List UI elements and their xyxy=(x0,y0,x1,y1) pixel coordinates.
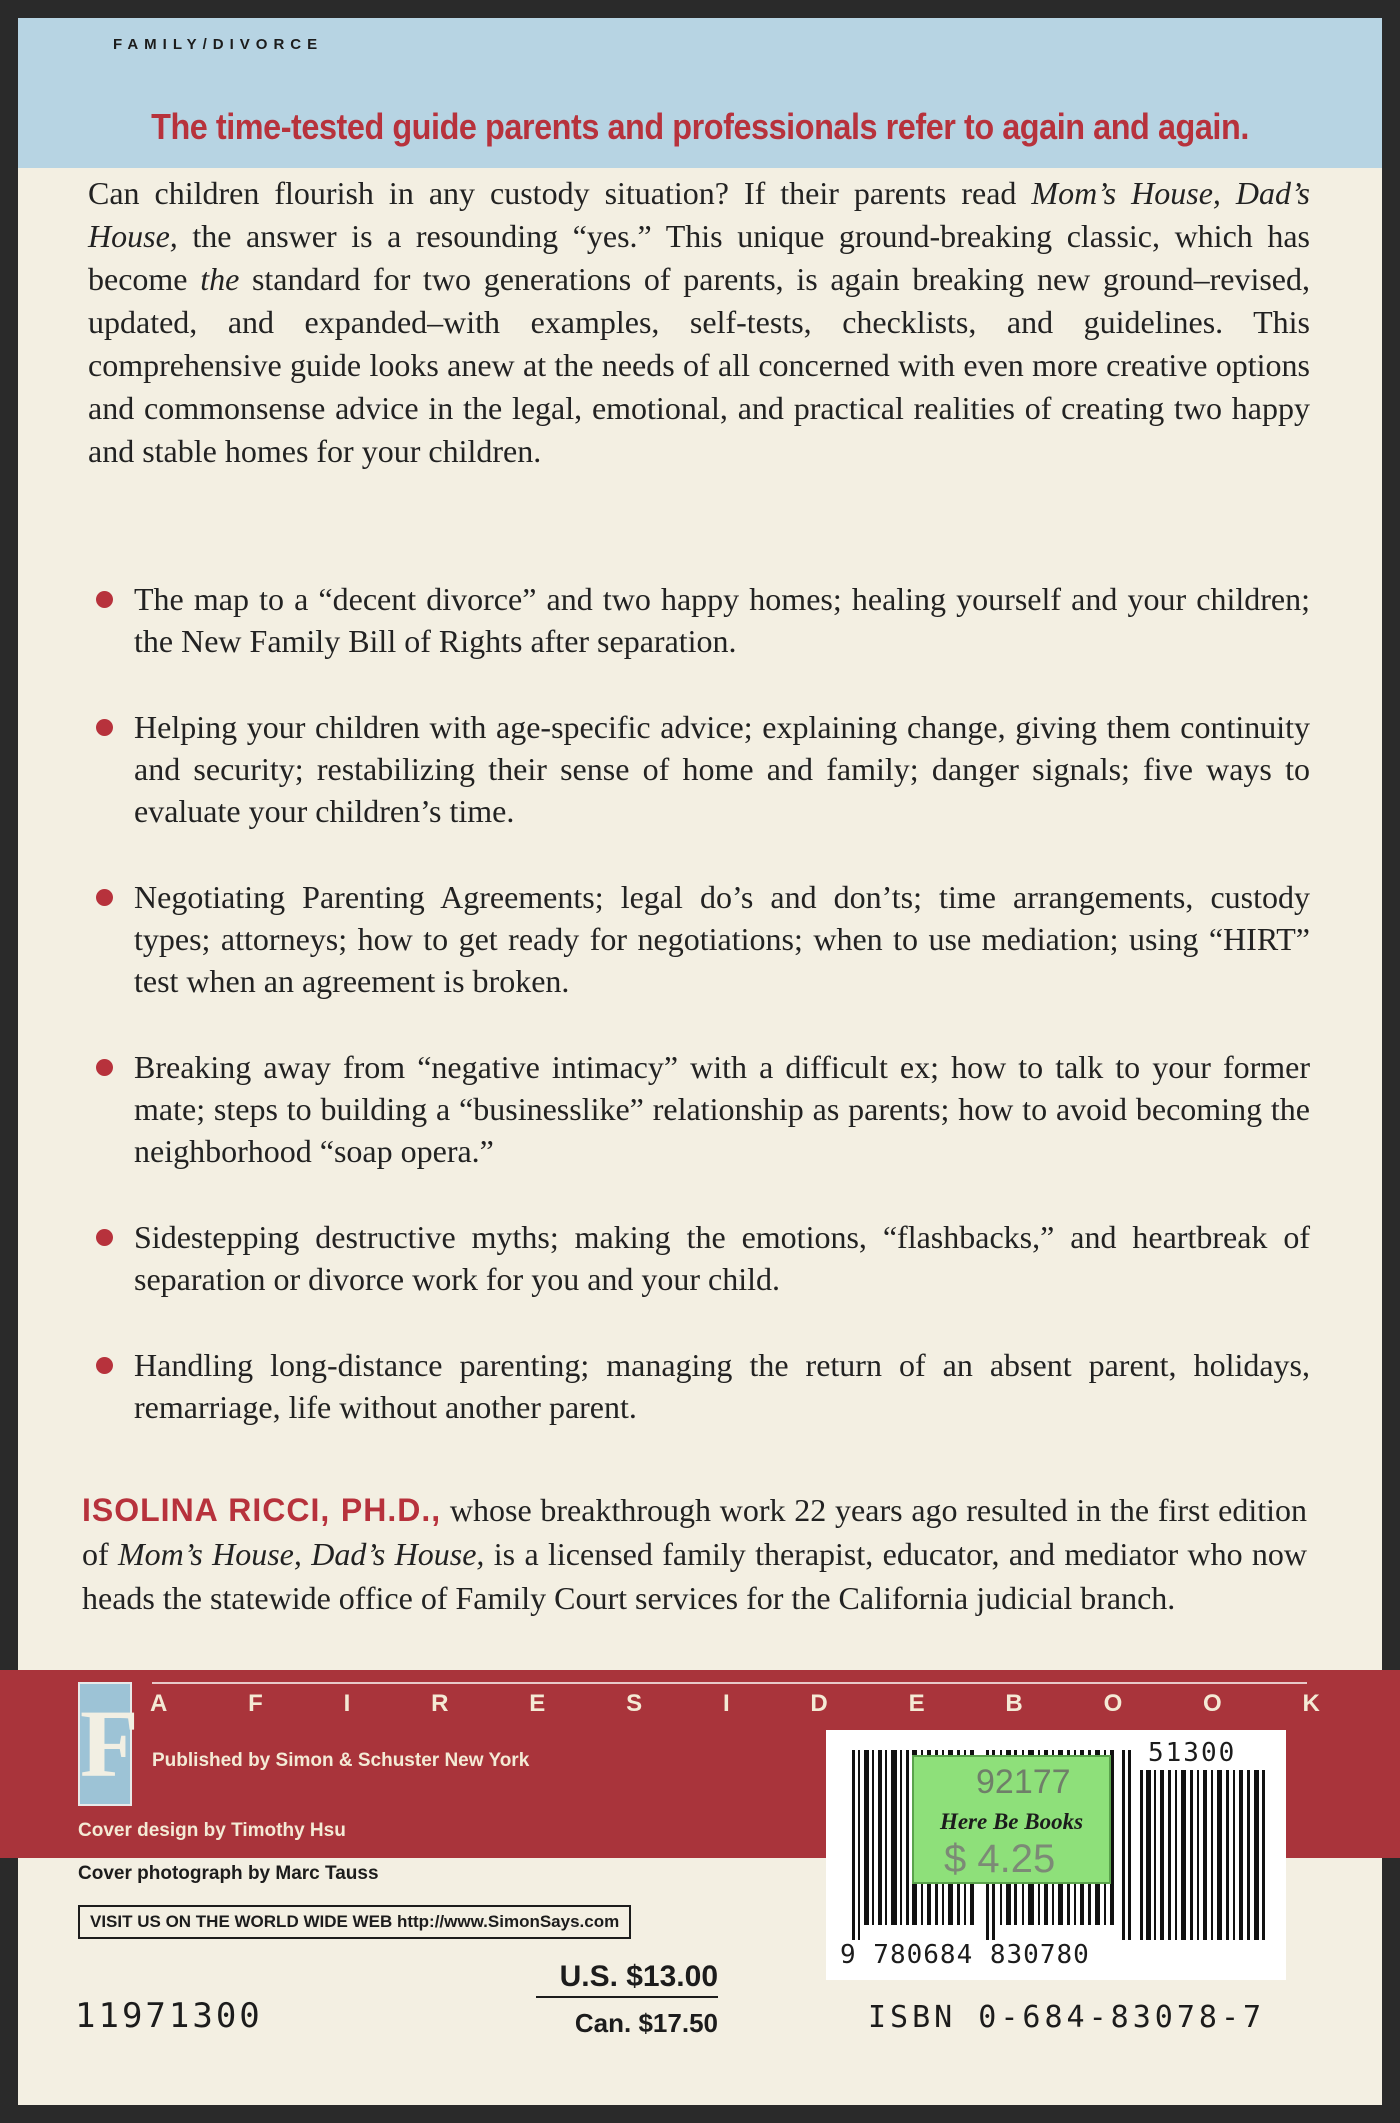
fireside-logo: F xyxy=(78,1682,132,1806)
addon-number: 51300 xyxy=(1148,1738,1237,1768)
bullet-dot-icon xyxy=(96,719,113,736)
price-us: U.S. $13.00 xyxy=(536,1960,718,1998)
sticker-code: 92177 xyxy=(976,1763,1071,1801)
author-bio: ISOLINA RICCI, PH.D., whose breakthrough work 22 years ago resulted in the first edition of Mom’s House, Dad’s House, is a licensed family therapist, educator, and mediator who now heads the statewide office of Family Court services for the California judicial branch. xyxy=(82,1492,1308,1616)
bullet-dot-icon xyxy=(96,1229,113,1246)
tagline: The time-tested guide parents and professionals refer to again and again. xyxy=(151,106,1249,147)
list-item: Sidestepping destructive myths; making the emotions, “flashbacks,” and heartbreak of separation or divorce work for you and your child. xyxy=(88,1216,1310,1300)
intro-paragraph xyxy=(88,172,1310,473)
publisher-line: Published by Simon & Schuster New York xyxy=(152,1750,530,1771)
bullet-dot-icon xyxy=(96,1059,113,1076)
barcode-number: 9 780684 830780 xyxy=(840,1940,1090,1970)
emphasis: the xyxy=(200,261,240,297)
series-name: A F I R E S I D E B O O K xyxy=(150,1690,1320,1717)
book-title: Mom’s House, Dad’s House, xyxy=(88,175,1311,254)
list-item: The map to a “decent divorce” and two happy homes; healing yourself and your children; the New Family Bill of Rights after separation. xyxy=(88,578,1310,662)
list-item: Helping your children with age-specific advice; explaining change, giving them continuity and security; restabilizing their sense of home and family; danger signals; five ways to evaluate your children’s time. xyxy=(88,706,1310,832)
price-sticker xyxy=(912,1755,1111,1884)
band-rule xyxy=(152,1682,1307,1684)
category-label: FAMILY/DIVORCE xyxy=(113,36,324,53)
book-title: Mom’s House, Dad’s House, xyxy=(118,1536,485,1572)
cover-design-credit: Cover design by Timothy Hsu xyxy=(78,1820,346,1841)
intro-text-1: Can children flourish in any custody situation? If their parents read xyxy=(88,175,1032,211)
list-item: Negotiating Parenting Agreements; legal do’s and don’ts; time arrangements, custody types; attorneys; how to get ready for negotiations; when to use mediation; using “HIRT” test when an agreement is broken. xyxy=(88,876,1310,1002)
price-canada: Can. $17.50 xyxy=(574,2008,718,2038)
intro-text-3: standard for two generations of parents, is again breaking new ground–revised, updated, and expanded–with examples, self-tests, checklists, and guidelines. This comprehensive guide looks anew at the needs of all concerned with even more creative options and commonsense advice in the legal, emotional, and practical realities of creating two happy and stable homes for your children. xyxy=(88,261,1311,469)
website-link: VISIT US ON THE WORLD WIDE WEB http://www.SimonSays.com xyxy=(78,1905,631,1939)
bullet-dot-icon xyxy=(96,591,113,608)
feature-list xyxy=(88,578,1310,1472)
list-item: Breaking away from “negative intimacy” with a difficult ex; how to talk to your former mate; steps to building a “businesslike” relationship as parents; how to avoid becoming the neighborhood “soap opera.” xyxy=(88,1046,1310,1172)
isbn-number: ISBN 0-684-83078-7 xyxy=(868,2000,1266,2035)
cover-photo-credit: Cover photograph by Marc Tauss xyxy=(78,1863,379,1884)
author-name: ISOLINA RICCI, PH.D., xyxy=(82,1492,442,1528)
bullet-dot-icon xyxy=(96,1357,113,1374)
list-item: Handling long-distance parenting; managing the return of an absent parent, holidays, remarriage, life without another parent. xyxy=(88,1344,1310,1428)
sticker-shop-name: Here Be Books xyxy=(939,1809,1084,1834)
intro-text-2: the answer is a resounding “yes.” This unique ground-breaking classic, which has become xyxy=(88,218,1310,297)
sticker-price: $ 4.25 xyxy=(944,1837,1056,1881)
item-code: 11971300 xyxy=(75,1996,263,2036)
addon-barcode-icon xyxy=(1140,1770,1268,1940)
bullet-dot-icon xyxy=(96,889,113,906)
